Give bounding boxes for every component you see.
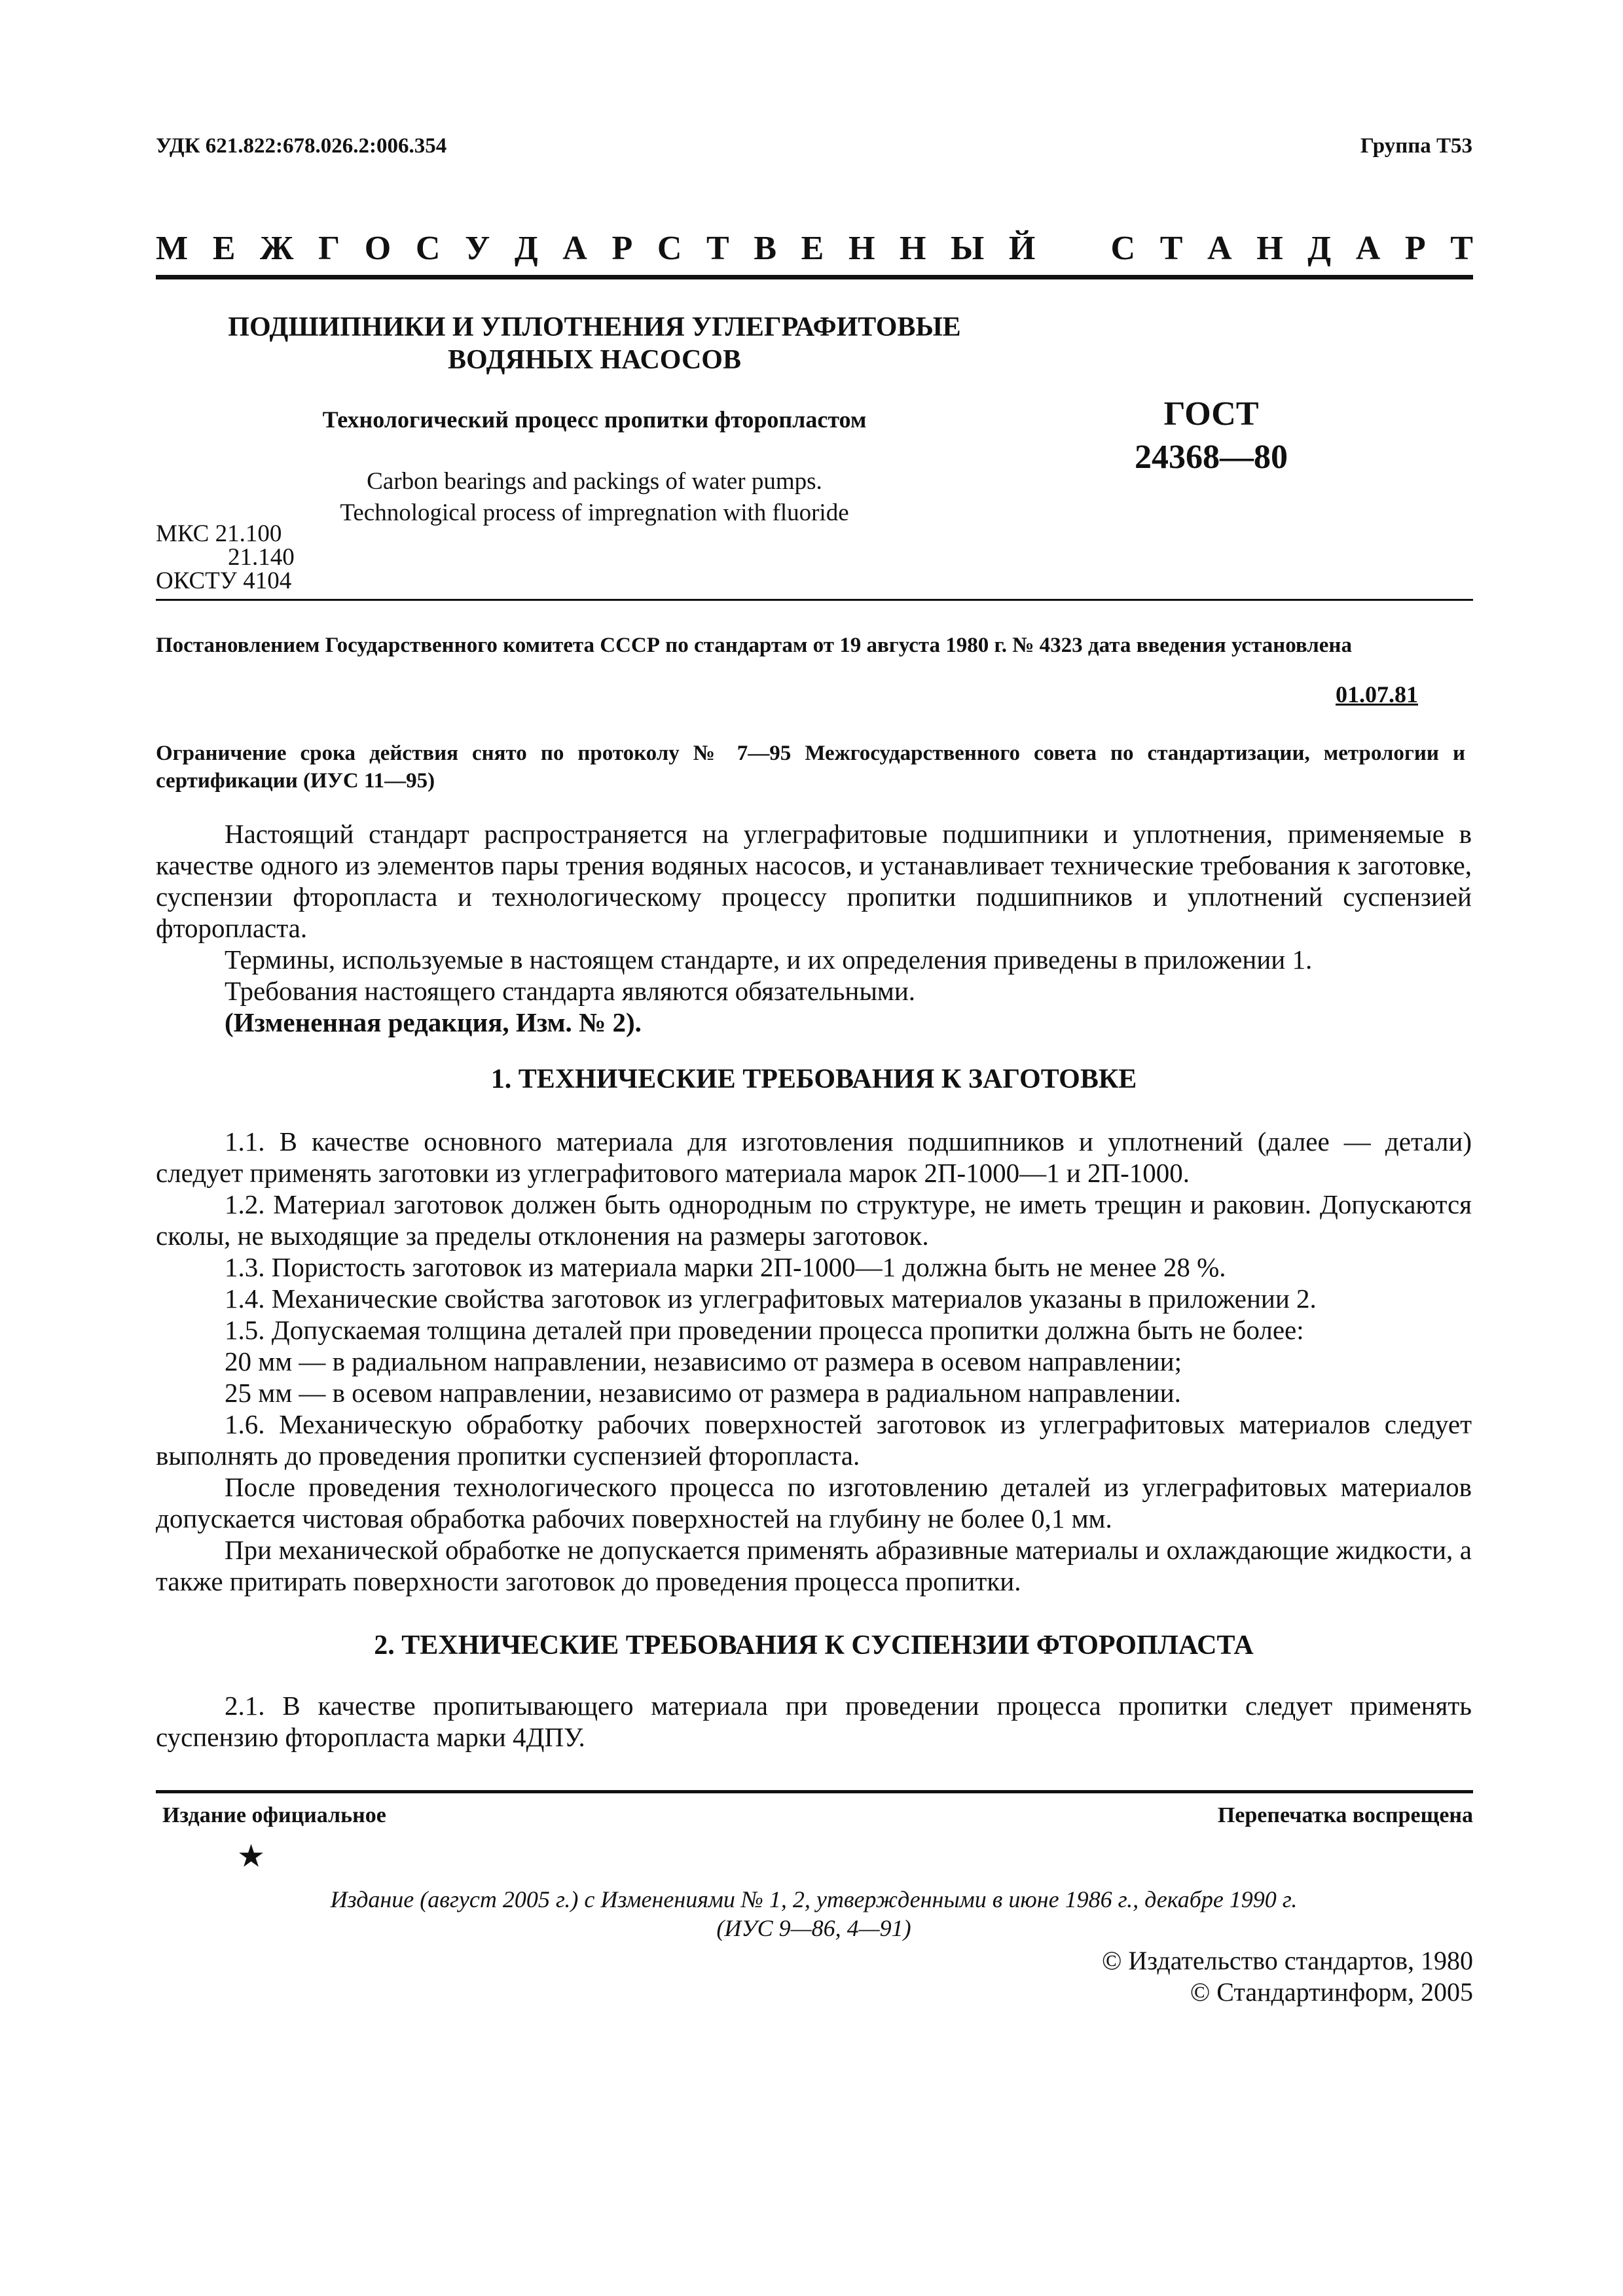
section-2-body xyxy=(156,1690,1472,1753)
intro-paragraph: Требования настоящего стандарта являются обязательными. xyxy=(225,976,916,1006)
banner-letter: С xyxy=(657,230,682,267)
banner-letter: Й xyxy=(1008,230,1036,267)
banner-letter: Н xyxy=(1256,230,1283,267)
intro-paragraph: Термины, используемые в настоящем стандарте, и их определения приведены в приложении 1. xyxy=(225,944,1313,975)
section-1-body xyxy=(156,1126,1472,1597)
edition-line-1: Издание (август 2005 г.) с Изменениями № 1, 2, утвержденными в июне 1986 г., декабре 1990 г. xyxy=(330,1886,1298,1912)
title-line-1: ПОДШИПНИКИ И УПЛОТНЕНИЯ УГЛЕГРАФИТОВЫЕ xyxy=(228,312,961,342)
introduction-date: 01.07.81 xyxy=(1336,681,1418,708)
banner-letter: Ж xyxy=(260,230,294,267)
banner-letter: Ы xyxy=(951,230,985,267)
section-1-paragraph: 1.3. Пористость заготовок из материала марки 2П-1000—1 должна быть не менее 28 %. xyxy=(225,1252,1226,1282)
banner-letter: М xyxy=(156,230,189,267)
banner-letter: А xyxy=(1207,230,1232,267)
banner-letter: Е xyxy=(801,230,824,267)
section-1-heading: 1. ТЕХНИЧЕСКИЕ ТРЕБОВАНИЯ К ЗАГОТОВКЕ xyxy=(490,1064,1137,1094)
banner-letter: Д xyxy=(1307,230,1332,267)
english-title xyxy=(156,466,1033,529)
copyright-line-2: © Стандартинформ, 2005 xyxy=(1190,1977,1473,2007)
banner-letter: Г xyxy=(318,230,340,267)
group-code: Группа Т53 xyxy=(1360,134,1472,158)
mks-code-2: 21.140 xyxy=(228,544,295,571)
section-1-paragraph: 1.2. Материал заготовок должен быть однородным по структуре, не иметь трещин и раковин. Допускаются сколы, не выходящие за пределы отклонения на размеры заготовок. xyxy=(156,1189,1472,1251)
header-rule xyxy=(156,599,1473,601)
banner-letter: С xyxy=(1110,230,1136,267)
reprint-prohibited-label: Перепечатка воспрещена xyxy=(1217,1803,1473,1827)
classification-codes xyxy=(156,522,295,593)
banner-rule xyxy=(156,275,1473,279)
banner-letter: А xyxy=(1355,230,1381,267)
document-subtitle: Технологический процесс пропитки фторопластом xyxy=(322,406,867,433)
intro-section xyxy=(156,818,1472,1038)
english-title-line-1: Carbon bearings and packings of water pumps. xyxy=(367,468,822,495)
document-title xyxy=(156,311,1033,376)
section-2-paragraph: 2.1. В качестве пропитывающего материала при проведении процесса пропитки следует применять суспензию фторопласта марки 4ДПУ. xyxy=(156,1691,1472,1752)
banner-letter: А xyxy=(562,230,587,267)
banner-letter: Н xyxy=(848,230,875,267)
banner-letter: Н xyxy=(900,230,926,267)
okstu-code: ОКСТУ 4104 xyxy=(156,567,292,594)
restriction-note: Ограничение срока действия снято по протоколу № 7—95 Межгосударственного совета по стандартизации, метрологии и сертификации (ИУС 11—95) xyxy=(156,742,1465,793)
section-1-paragraph: 1.1. В качестве основного материала для изготовления подшипников и уплотнений (далее — детали) следует применять заготовки из углеграфитового материала марок 2П-1000—1 и 2П-1000. xyxy=(156,1126,1472,1188)
section-1-paragraph: 20 мм — в радиальном направлении, независимо от размера в осевом направлении; xyxy=(225,1346,1182,1376)
section-1-paragraph: 1.4. Механические свойства заготовок из углеграфитовых материалов указаны в приложении 2. xyxy=(225,1283,1317,1314)
banner-letter: Т xyxy=(706,230,729,267)
section-2-heading: 2. ТЕХНИЧЕСКИЕ ТРЕБОВАНИЯ К СУСПЕНЗИИ ФТОРОПЛАСТА xyxy=(374,1630,1254,1660)
banner-letter: В xyxy=(754,230,777,267)
title-line-2: ВОДЯНЫХ НАСОСОВ xyxy=(448,345,741,375)
section-1-paragraph: 1.6. Механическую обработку рабочих поверхностей заготовок из углеграфитовых материалов следует выполнять до проведения пропитки суспензией фторопласта. xyxy=(156,1409,1472,1471)
decree-text: Постановлением Государственного комитета СССР по стандартам от 19 августа 1980 г. № 4323 дата введения установлена xyxy=(156,634,1352,657)
section-1-paragraph: 25 мм — в осевом направлении, независимо от размера в радиальном направлении. xyxy=(225,1378,1181,1408)
copyright-block xyxy=(917,1945,1473,2008)
banner-letter: Д xyxy=(514,230,538,267)
mks-code-1: МКС 21.100 xyxy=(156,520,282,547)
banner-letter: Е xyxy=(212,230,236,267)
banner-letter: Р xyxy=(1404,230,1426,267)
footer-rule xyxy=(156,1790,1473,1793)
banner-letter: Т xyxy=(1450,230,1473,267)
udk-code: УДК 621.822:678.026.2:006.354 xyxy=(156,134,447,158)
edition-line-2: (ИУС 9—86, 4—91) xyxy=(716,1915,911,1941)
standard-banner xyxy=(156,229,1473,268)
banner-letter: О xyxy=(364,230,392,267)
banner-letter: Т xyxy=(1159,230,1183,267)
copyright-line-1: © Издательство стандартов, 1980 xyxy=(1101,1946,1473,1975)
edition-note xyxy=(156,1885,1472,1943)
section-1-paragraph: При механической обработке не допускается применять абразивные материалы и охлаждающие жидкости, а также притирать поверхности заготовок до проведения процесса пропитки. xyxy=(156,1535,1472,1596)
gost-number: 24368—80 xyxy=(1135,439,1288,476)
star-icon: ★ xyxy=(237,1839,266,1874)
amendment-note: (Измененная редакция, Изм. № 2). xyxy=(225,1007,642,1037)
section-1-paragraph: 1.5. Допускаемая толщина деталей при проведении процесса пропитки должна быть не более: xyxy=(225,1315,1304,1345)
banner-letter: У xyxy=(465,230,490,267)
gost-label: ГОСТ xyxy=(1163,395,1259,433)
banner-letter: С xyxy=(415,230,441,267)
intro-paragraph: Настоящий стандарт распространяется на углеграфитовые подшипники и уплотнения, применяемые в качестве одного из элементов пары трения водяных насосов, и устанавливает технические требования к заготовке, суспензии фторопласта и технологическому процессу пропитки подшипников и уплотнений суспензией фторопласта. xyxy=(156,819,1472,943)
section-1-paragraph: После проведения технологического процесса по изготовлению деталей из углеграфитовых материалов допускается чистовая обработка рабочих поверхностей на глубину не более 0,1 мм. xyxy=(156,1472,1472,1534)
gost-designation xyxy=(1113,393,1309,479)
banner-letter: Р xyxy=(611,230,633,267)
english-title-line-2: Technological process of impregnation with fluoride xyxy=(340,499,849,526)
official-edition-label: Издание официальное xyxy=(162,1803,386,1827)
